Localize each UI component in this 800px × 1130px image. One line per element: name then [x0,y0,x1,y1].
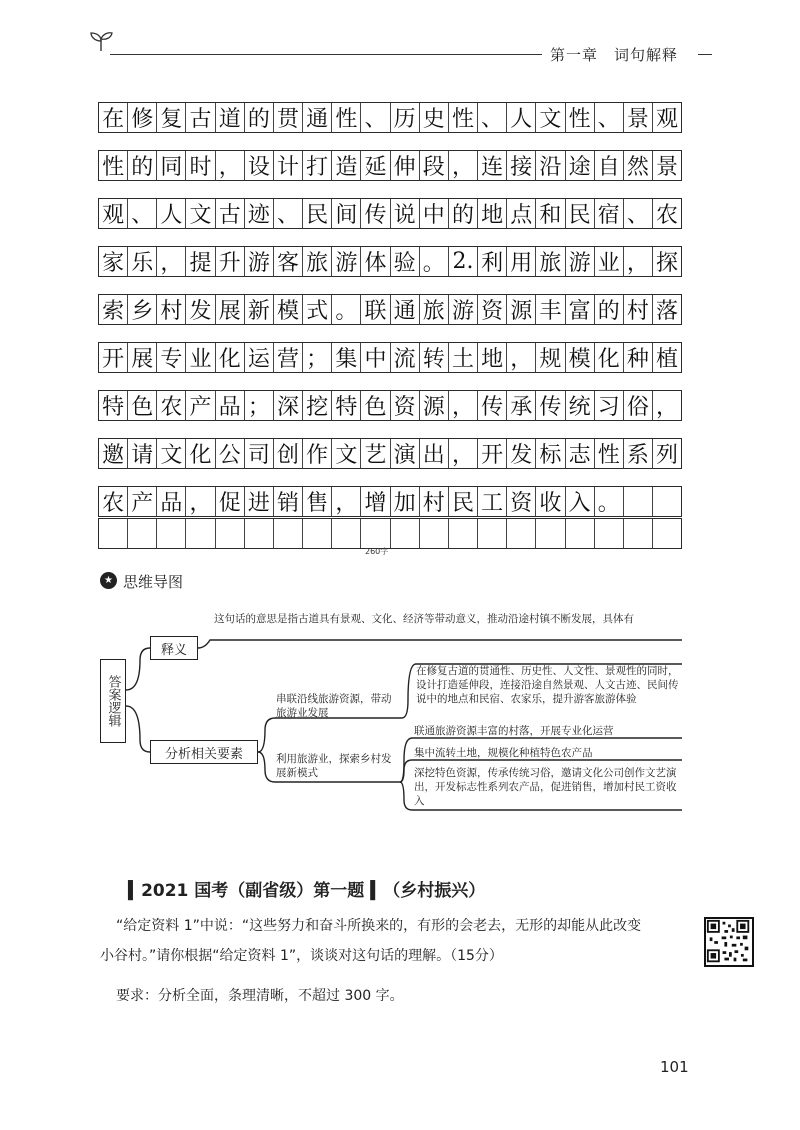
qr-code-icon[interactable] [704,917,754,967]
mind-map-title: 思维导图 [123,573,184,591]
grid-cell: 产 [186,391,215,420]
grid-cell [478,519,507,548]
grid-cell [157,519,186,548]
grid-cell: 伸 [391,151,420,180]
grid-cell: 村 [624,295,653,324]
grid-cell: 统 [566,391,595,420]
grid-row [98,486,682,517]
grid-cell: 志 [566,439,595,468]
mind-map-branch-interpretation: 释义 [150,636,198,660]
grid-cell: ， [449,151,478,180]
grid-cell: 民 [566,199,595,228]
grid-cell: ， [449,391,478,420]
grid-cell: 展 [128,343,157,372]
grid-cell [624,519,653,548]
grid-cell: 列 [656,443,679,468]
grid-cell: 传 [536,391,565,420]
grid-cell: 体 [361,247,390,276]
grid-cell: 性 [595,439,624,468]
grid-cell: 、 [361,103,390,132]
grid-cell: ， [624,247,653,276]
grid-cell: 性 [566,103,595,132]
grid-cell: 游 [566,247,595,276]
grid-cell: 流 [391,343,420,372]
grid-cell: 通 [303,103,332,132]
grid-cell: 模 [274,295,303,324]
grid-cell: 打 [303,151,332,180]
grid-cell: 、 [274,199,303,228]
grid-cell: 性 [99,151,128,180]
grid-cell: 出 [420,439,449,468]
grid-cell: 源 [420,391,449,420]
grid-cell: 公 [216,439,245,468]
grid-cell: 品 [216,391,245,420]
grid-cell: 景 [624,103,653,132]
grid-cell: 修 [128,103,157,132]
grid-cell: 特 [332,391,361,420]
grid-cell: ， [186,487,215,516]
grid-cell: 家 [99,247,128,276]
grid-cell: 文 [536,103,565,132]
grid-cell: 自 [595,151,624,180]
grid-cell: 业 [595,247,624,276]
grid-cell: 资 [478,295,507,324]
grid-cell [303,519,332,548]
grid-cell: 间 [332,199,361,228]
grid-cell: 的 [245,103,274,132]
grid-cell: 丰 [536,295,565,324]
grid-cell: 2. [449,247,478,276]
grid-cell: 计 [274,151,303,180]
grid-cell [216,519,245,548]
grid-cell: 色 [128,391,157,420]
grid-row [98,150,682,181]
grid-cell: 土 [449,343,478,372]
mind-map-branch-analysis: 分析相关要素 [150,740,258,764]
grid-cell: 农 [99,487,128,516]
grid-cell: 地 [478,199,507,228]
grid-cell: 提 [186,247,215,276]
grid-cell: 联 [361,295,390,324]
grid-cell: 历 [391,103,420,132]
grid-cell: ； [245,391,274,420]
grid-cell: 观 [656,107,679,132]
new-model-note-2: 集中流转土地，规模化种植特色农产品 [414,747,593,759]
question-requirements: 要求：分析全面，条理清晰，不超过 300 字。 [116,988,404,1004]
grid-cell: ， [656,395,679,420]
grid-cell: 富 [566,295,595,324]
grid-cell: 、 [595,103,624,132]
grid-cell: 习 [595,391,624,420]
grid-cell: ， [507,343,536,372]
grid-cell: 工 [478,487,507,516]
grid-cell: ， [332,487,361,516]
grid-cell: 销 [274,487,303,516]
grid-cell: 和 [536,199,565,228]
grid-cell: 段 [420,151,449,180]
grid-cell: 式 [303,295,332,324]
grid-cell: 沿 [536,151,565,180]
grid-cell [332,519,361,548]
grid-cell [128,519,157,548]
grid-cell: 营 [274,343,303,372]
grid-cell: 。 [420,247,449,276]
grid-cell: 开 [99,343,128,372]
grid-cell: 利 [478,247,507,276]
grid-cell [624,487,653,516]
grid-row [98,438,682,469]
grid-cell: 加 [391,487,420,516]
grid-cell: 时 [186,151,215,180]
grid-cell: 种 [624,343,653,372]
grid-cell: 俗 [624,391,653,420]
grid-cell: 的 [595,295,624,324]
chapter-title: 第一章 词句解释 [550,46,679,64]
grid-cell: 促 [216,487,245,516]
page-number: 101 [660,1058,689,1076]
branch-interpretation-note: 这句话的意思是指古道具有景观、文化、经济等带动意义，推动沿途村镇不断发展，具体有 [214,613,634,625]
grid-cell: 乐 [128,247,157,276]
grid-cell: 途 [566,151,595,180]
grid-cell [595,519,624,548]
grid-cell [449,519,478,548]
grid-cell: 品 [157,487,186,516]
sprout-icon [88,30,114,52]
grid-cell: 村 [157,295,186,324]
grid-row [98,246,682,277]
grid-row [98,294,682,325]
grid-cell: 古 [216,199,245,228]
grid-cell: 游 [449,295,478,324]
grid-cell: 、 [478,103,507,132]
grid-cell: 通 [391,295,420,324]
grid-cell: ， [157,247,186,276]
grid-cell [99,519,128,548]
grid-cell: 发 [186,295,215,324]
grid-row [98,198,682,229]
grid-cell: 集 [332,343,361,372]
grid-cell: 同 [157,151,186,180]
grid-cell: 游 [245,247,274,276]
grid-cell: 。 [332,295,361,324]
grid-cell: 的 [128,151,157,180]
grid-cell: 增 [361,487,390,516]
question-text-line-1: “给定资料 1”中说：“这些努力和奋斗所换来的，有形的会老去，无形的却能从此改变 [116,918,642,934]
grid-cell [361,519,390,548]
grid-cell: 专 [157,343,186,372]
grid-cell: 文 [157,439,186,468]
grid-cell: 收 [536,487,565,516]
grid-cell: 中 [361,343,390,372]
grid-cell: 化 [186,439,215,468]
grid-cell: 乡 [128,295,157,324]
grid-cell: 新 [245,295,274,324]
grid-cell: 展 [216,295,245,324]
word-count-label: 260字 [365,547,389,556]
grid-cell: 传 [361,199,390,228]
grid-cell: 创 [274,439,303,468]
grid-cell [566,519,595,548]
grid-cell: 点 [507,199,536,228]
grid-cell: 探 [656,251,679,276]
grid-cell: 迹 [245,199,274,228]
grid-cell: 观 [99,199,128,228]
grid-cell: 化 [216,343,245,372]
grid-cell: 发 [507,439,536,468]
grid-cell [420,519,449,548]
grid-cell: 运 [245,343,274,372]
grid-cell: 性 [449,103,478,132]
grid-cell: 史 [420,103,449,132]
grid-cell: 宿 [595,199,624,228]
grid-cell: 标 [536,439,565,468]
grid-cell: 索 [99,295,128,324]
grid-cell: 游 [332,247,361,276]
grid-cell: 旅 [303,247,332,276]
grid-cell: 落 [656,299,679,324]
grid-cell: 。 [595,487,624,516]
grid-cell: 的 [449,199,478,228]
grid-cell: 艺 [361,439,390,468]
grid-cell: ； [303,343,332,372]
new-model-note-3: 深挖特色资源，传承传统习俗，邀请文化公司创作文艺演出，开发标志性系列农产品，促进销售，增加村民工资收入 [414,767,677,807]
grid-cell: 旅 [420,295,449,324]
grid-cell [391,519,420,548]
grid-cell: 景 [656,155,679,180]
grid-row [98,390,682,421]
grid-cell: 资 [507,487,536,516]
grid-cell: 规 [536,343,565,372]
new-model-note-1: 联通旅游资源丰富的村落，开展专业化运营 [414,725,614,737]
grid-cell: 旅 [536,247,565,276]
grid-cell: 人 [157,199,186,228]
sub-branch-tourism-resources: 串联沿线旅游资源，带动旅游业发展 [276,693,392,719]
grid-cell [653,487,681,516]
grid-cell: 民 [303,199,332,228]
grid-cell: 请 [128,439,157,468]
grid-cell: 设 [245,151,274,180]
grid-cell: 资 [391,391,420,420]
grid-cell [186,519,215,548]
grid-cell: 客 [274,247,303,276]
grid-cell: 进 [245,487,274,516]
grid-cell: 色 [361,391,390,420]
grid-cell [653,519,681,548]
grid-cell: 系 [624,439,653,468]
question-title: ▍2021 国考（副省级）第一题 ▍（乡村振兴） [128,881,486,901]
grid-cell: 验 [391,247,420,276]
grid-cell: 、 [128,199,157,228]
grid-cell [274,519,303,548]
grid-cell: 特 [99,391,128,420]
grid-cell: 农 [157,391,186,420]
grid-cell: 文 [332,439,361,468]
grid-cell: 植 [656,347,679,372]
grid-cell: 民 [449,487,478,516]
grid-cell: 升 [216,247,245,276]
grid-cell: 转 [420,343,449,372]
grid-cell: 说 [391,199,420,228]
grid-cell [245,519,274,548]
grid-cell: 演 [391,439,420,468]
grid-cell: 文 [186,199,215,228]
grid-cell: 村 [420,487,449,516]
grid-cell: 化 [595,343,624,372]
grid-cell: 人 [507,103,536,132]
mind-map-root: 答案逻辑 [100,659,126,743]
grid-cell: 开 [478,439,507,468]
grid-cell: 承 [507,391,536,420]
grid-cell: 产 [128,487,157,516]
header-rule-right [698,54,712,55]
grid-cell: 农 [656,203,679,228]
sub-branch-new-model: 利用旅游业，探索乡村发展新模式 [276,753,392,779]
sub-branch-tourism-resources-note: 在修复古道的贯通性、历史性、人文性、景观性的同时，设计打造延伸段，连接沿途自然景观、人文古迹、民间传说中的地点和民宿、农家乐，提升游客旅游体验 [416,665,679,705]
grid-cell: 贯 [274,103,303,132]
grid-cell: 然 [624,151,653,180]
grid-cell: 邀 [99,439,128,468]
grid-cell: 司 [245,439,274,468]
grid-cell: 模 [566,343,595,372]
grid-cell: 挖 [303,391,332,420]
grid-cell: 源 [507,295,536,324]
grid-cell: 、 [624,199,653,228]
grid-cell: 连 [478,151,507,180]
question-text-line-2: 小谷村。”请你根据“给定资料 1”，谈谈对这句话的理解。（15分） [100,948,503,964]
grid-cell: 深 [274,391,303,420]
grid-cell [507,519,536,548]
grid-cell: ， [216,151,245,180]
grid-cell: 古 [186,103,215,132]
star-badge-icon: ★ [100,572,117,589]
grid-cell: 地 [478,343,507,372]
grid-cell: 作 [303,439,332,468]
grid-cell: 传 [478,391,507,420]
grid-cell: ， [449,439,478,468]
grid-cell: 道 [216,103,245,132]
grid-cell [536,519,565,548]
grid-cell: 造 [332,151,361,180]
grid-row [98,518,682,549]
grid-cell: 售 [303,487,332,516]
grid-row [98,102,682,133]
grid-cell: 入 [566,487,595,516]
grid-cell: 在 [99,103,128,132]
grid-cell: 业 [186,343,215,372]
grid-cell: 复 [157,103,186,132]
header-rule-left [110,54,542,55]
grid-cell: 延 [361,151,390,180]
grid-cell: 接 [507,151,536,180]
grid-cell: 中 [420,199,449,228]
grid-cell: 性 [332,103,361,132]
grid-cell: 用 [507,247,536,276]
grid-row [98,342,682,373]
